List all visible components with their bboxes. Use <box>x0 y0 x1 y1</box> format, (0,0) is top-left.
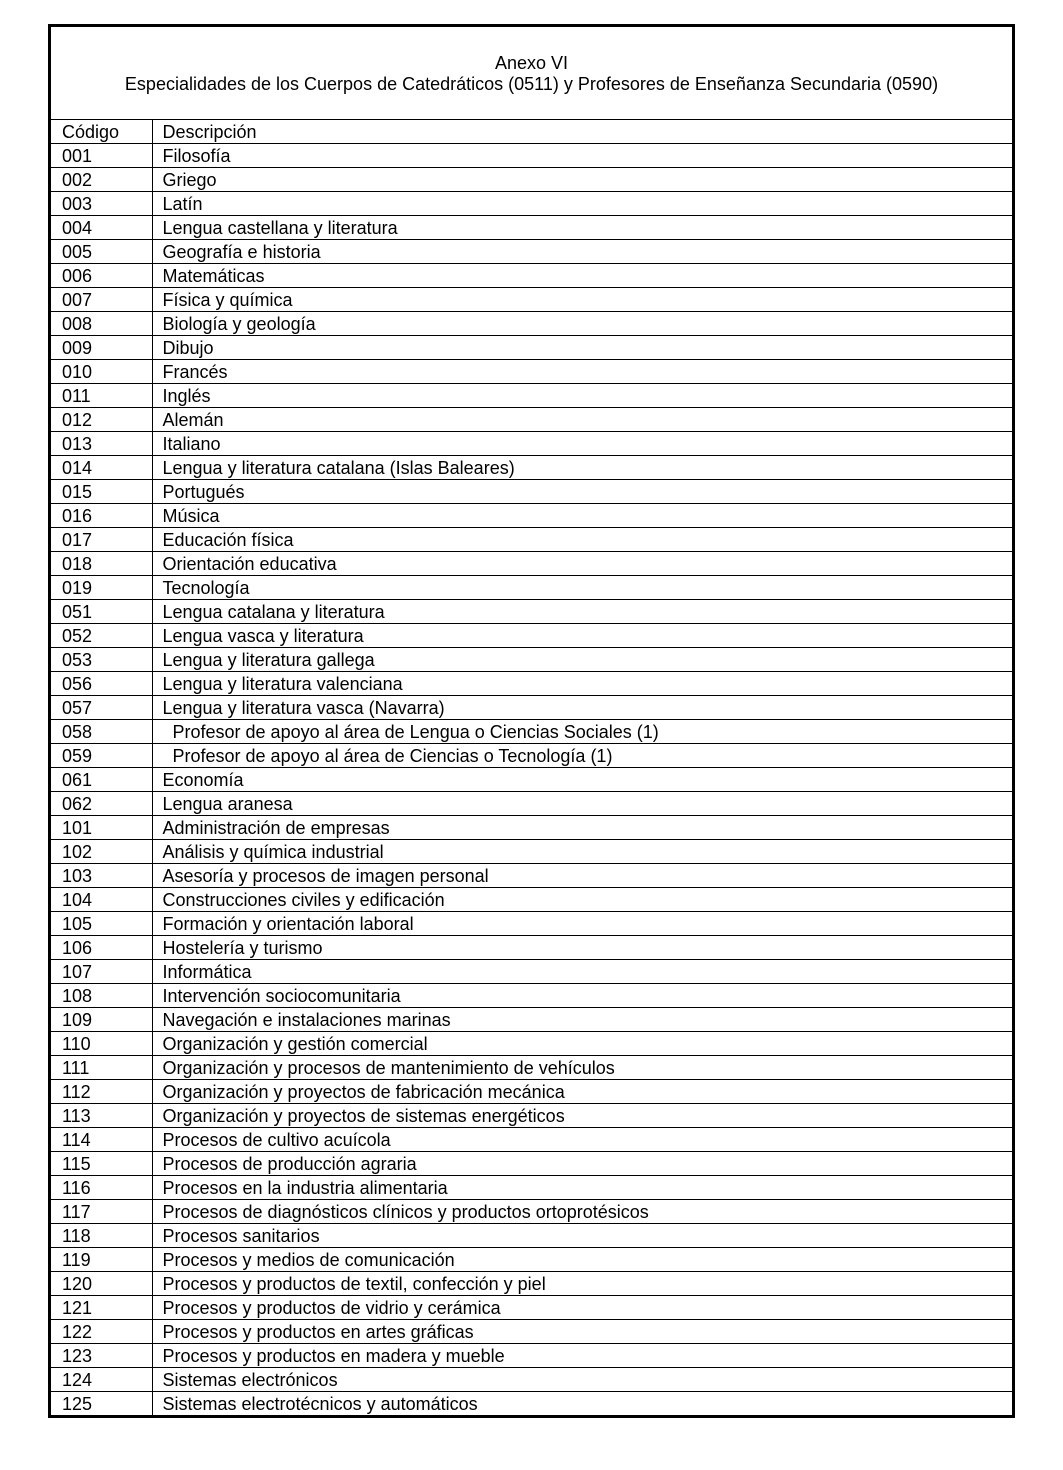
specialty-description: Administración de empresas <box>152 816 1012 840</box>
specialty-code: 103 <box>51 864 152 888</box>
table-row <box>51 984 1012 1008</box>
specialty-code: 061 <box>51 768 152 792</box>
specialty-description: Organización y proyectos de fabricación mecánica <box>152 1080 1012 1104</box>
specialty-description: Latín <box>152 192 1012 216</box>
specialty-description: Profesor de apoyo al área de Lengua o Ciencias Sociales (1) <box>152 720 1012 744</box>
specialty-description: Física y química <box>152 288 1012 312</box>
specialty-code: 059 <box>51 744 152 768</box>
specialty-code: 111 <box>51 1056 152 1080</box>
specialty-description: Italiano <box>152 432 1012 456</box>
table-row <box>51 1248 1012 1272</box>
specialty-description: Geografía e historia <box>152 240 1012 264</box>
specialty-description: Música <box>152 504 1012 528</box>
table-row <box>51 576 1012 600</box>
specialty-code: 012 <box>51 408 152 432</box>
specialty-code: 110 <box>51 1032 152 1056</box>
table-row <box>51 288 1012 312</box>
specialty-code: 010 <box>51 360 152 384</box>
table-row <box>51 1200 1012 1224</box>
specialty-description: Filosofía <box>152 144 1012 168</box>
table-row <box>51 912 1012 936</box>
table-row <box>51 360 1012 384</box>
table-row <box>51 936 1012 960</box>
specialty-description: Análisis y química industrial <box>152 840 1012 864</box>
table-row <box>51 264 1012 288</box>
table-row <box>51 816 1012 840</box>
specialty-description: Lengua vasca y literatura <box>152 624 1012 648</box>
specialty-description: Matemáticas <box>152 264 1012 288</box>
specialty-description: Tecnología <box>152 576 1012 600</box>
specialty-description: Lengua aranesa <box>152 792 1012 816</box>
specialty-description: Biología y geología <box>152 312 1012 336</box>
specialty-description: Hostelería y turismo <box>152 936 1012 960</box>
table-row <box>51 384 1012 408</box>
specialty-code: 120 <box>51 1272 152 1296</box>
specialty-description: Lengua y literatura gallega <box>152 648 1012 672</box>
table-row <box>51 600 1012 624</box>
specialty-description: Procesos de producción agraria <box>152 1152 1012 1176</box>
specialty-code: 062 <box>51 792 152 816</box>
specialty-code: 001 <box>51 144 152 168</box>
table-row <box>51 432 1012 456</box>
specialty-description: Educación física <box>152 528 1012 552</box>
table-row <box>51 1176 1012 1200</box>
specialty-code: 017 <box>51 528 152 552</box>
table-row <box>51 624 1012 648</box>
table-row <box>51 864 1012 888</box>
table-row <box>51 528 1012 552</box>
table-row <box>51 1008 1012 1032</box>
table-row <box>51 1056 1012 1080</box>
specialty-description: Organización y procesos de mantenimiento de vehículos <box>152 1056 1012 1080</box>
table-header-row <box>51 120 1012 144</box>
table-row <box>51 1344 1012 1368</box>
specialty-code: 112 <box>51 1080 152 1104</box>
table-row <box>51 1272 1012 1296</box>
table-row <box>51 1368 1012 1392</box>
table-row <box>51 840 1012 864</box>
table-row <box>51 312 1012 336</box>
specialty-description: Profesor de apoyo al área de Ciencias o Tecnología (1) <box>152 744 1012 768</box>
table-row <box>51 1128 1012 1152</box>
specialty-code: 006 <box>51 264 152 288</box>
specialty-code: 016 <box>51 504 152 528</box>
specialty-code: 004 <box>51 216 152 240</box>
specialty-description: Lengua y literatura catalana (Islas Baleares) <box>152 456 1012 480</box>
table-row <box>51 336 1012 360</box>
table-row <box>51 240 1012 264</box>
specialty-code: 008 <box>51 312 152 336</box>
specialty-description: Lengua y literatura valenciana <box>152 672 1012 696</box>
table-row <box>51 192 1012 216</box>
specialty-description: Navegación e instalaciones marinas <box>152 1008 1012 1032</box>
specialty-code: 124 <box>51 1368 152 1392</box>
specialty-description: Portugués <box>152 480 1012 504</box>
specialty-code: 052 <box>51 624 152 648</box>
specialty-description: Procesos y productos de vidrio y cerámica <box>152 1296 1012 1320</box>
specialty-code: 109 <box>51 1008 152 1032</box>
annex-document <box>48 24 1015 1418</box>
specialty-code: 123 <box>51 1344 152 1368</box>
table-row <box>51 408 1012 432</box>
table-row <box>51 672 1012 696</box>
specialty-code: 002 <box>51 168 152 192</box>
specialty-code: 007 <box>51 288 152 312</box>
table-row <box>51 1032 1012 1056</box>
annex-subtitle: Especialidades de los Cuerpos de Catedráticos (0511) y Profesores de Enseñanza Secundaria (0590) <box>124 74 939 94</box>
specialty-code: 018 <box>51 552 152 576</box>
specialty-code: 115 <box>51 1152 152 1176</box>
specialty-description: Sistemas electrónicos <box>152 1368 1012 1392</box>
table-row <box>51 504 1012 528</box>
table-row <box>51 1152 1012 1176</box>
specialties-table <box>51 119 1012 1415</box>
specialty-description: Intervención sociocomunitaria <box>152 984 1012 1008</box>
table-row <box>51 696 1012 720</box>
document-header <box>51 27 1012 119</box>
specialty-description: Alemán <box>152 408 1012 432</box>
specialty-description: Procesos sanitarios <box>152 1224 1012 1248</box>
specialty-code: 051 <box>51 600 152 624</box>
table-row <box>51 744 1012 768</box>
specialty-description: Informática <box>152 960 1012 984</box>
table-row <box>51 1320 1012 1344</box>
table-row <box>51 1080 1012 1104</box>
annex-title: Anexo VI <box>494 53 569 73</box>
table-row <box>51 648 1012 672</box>
specialty-description: Procesos y productos en madera y mueble <box>152 1344 1012 1368</box>
table-row <box>51 960 1012 984</box>
specialty-description: Organización y proyectos de sistemas energéticos <box>152 1104 1012 1128</box>
specialty-description: Procesos y productos de textil, confección y piel <box>152 1272 1012 1296</box>
specialty-code: 005 <box>51 240 152 264</box>
specialty-code: 101 <box>51 816 152 840</box>
specialty-code: 053 <box>51 648 152 672</box>
specialty-description: Construcciones civiles y edificación <box>152 888 1012 912</box>
specialty-description: Sistemas electrotécnicos y automáticos <box>152 1392 1012 1416</box>
specialty-code: 122 <box>51 1320 152 1344</box>
specialty-description: Griego <box>152 168 1012 192</box>
specialty-code: 113 <box>51 1104 152 1128</box>
specialty-description: Procesos y medios de comunicación <box>152 1248 1012 1272</box>
table-row <box>51 216 1012 240</box>
table-row <box>51 1104 1012 1128</box>
table-row <box>51 144 1012 168</box>
specialty-description: Inglés <box>152 384 1012 408</box>
specialty-description: Procesos de diagnósticos clínicos y productos ortoprotésicos <box>152 1200 1012 1224</box>
specialty-code: 117 <box>51 1200 152 1224</box>
specialty-code: 125 <box>51 1392 152 1416</box>
specialty-code: 107 <box>51 960 152 984</box>
table-row <box>51 1224 1012 1248</box>
specialty-code: 108 <box>51 984 152 1008</box>
specialty-description: Dibujo <box>152 336 1012 360</box>
table-row <box>51 792 1012 816</box>
table-row <box>51 456 1012 480</box>
specialty-code: 014 <box>51 456 152 480</box>
specialty-code: 118 <box>51 1224 152 1248</box>
specialty-code: 104 <box>51 888 152 912</box>
specialty-description: Procesos y productos en artes gráficas <box>152 1320 1012 1344</box>
table-row <box>51 168 1012 192</box>
table-row <box>51 888 1012 912</box>
specialty-code: 116 <box>51 1176 152 1200</box>
table-row <box>51 480 1012 504</box>
specialty-code: 119 <box>51 1248 152 1272</box>
table-body <box>51 144 1012 1416</box>
column-header-code: Código <box>51 120 152 144</box>
specialty-code: 114 <box>51 1128 152 1152</box>
specialty-code: 105 <box>51 912 152 936</box>
specialty-description: Francés <box>152 360 1012 384</box>
specialty-code: 015 <box>51 480 152 504</box>
specialty-description: Orientación educativa <box>152 552 1012 576</box>
specialty-code: 019 <box>51 576 152 600</box>
specialty-description: Lengua castellana y literatura <box>152 216 1012 240</box>
specialty-code: 003 <box>51 192 152 216</box>
specialty-code: 009 <box>51 336 152 360</box>
table-row <box>51 768 1012 792</box>
specialty-description: Lengua y literatura vasca (Navarra) <box>152 696 1012 720</box>
table-row <box>51 1392 1012 1416</box>
specialty-description: Procesos de cultivo acuícola <box>152 1128 1012 1152</box>
specialty-code: 106 <box>51 936 152 960</box>
specialty-code: 057 <box>51 696 152 720</box>
specialty-code: 013 <box>51 432 152 456</box>
specialty-code: 056 <box>51 672 152 696</box>
specialty-description: Lengua catalana y literatura <box>152 600 1012 624</box>
table-row <box>51 720 1012 744</box>
specialty-description: Formación y orientación laboral <box>152 912 1012 936</box>
specialty-description: Organización y gestión comercial <box>152 1032 1012 1056</box>
specialty-code: 011 <box>51 384 152 408</box>
specialty-description: Economía <box>152 768 1012 792</box>
column-header-description: Descripción <box>152 120 1012 144</box>
specialty-description: Asesoría y procesos de imagen personal <box>152 864 1012 888</box>
specialty-description: Procesos en la industria alimentaria <box>152 1176 1012 1200</box>
specialty-code: 102 <box>51 840 152 864</box>
specialty-code: 121 <box>51 1296 152 1320</box>
specialty-code: 058 <box>51 720 152 744</box>
table-row <box>51 552 1012 576</box>
table-row <box>51 1296 1012 1320</box>
